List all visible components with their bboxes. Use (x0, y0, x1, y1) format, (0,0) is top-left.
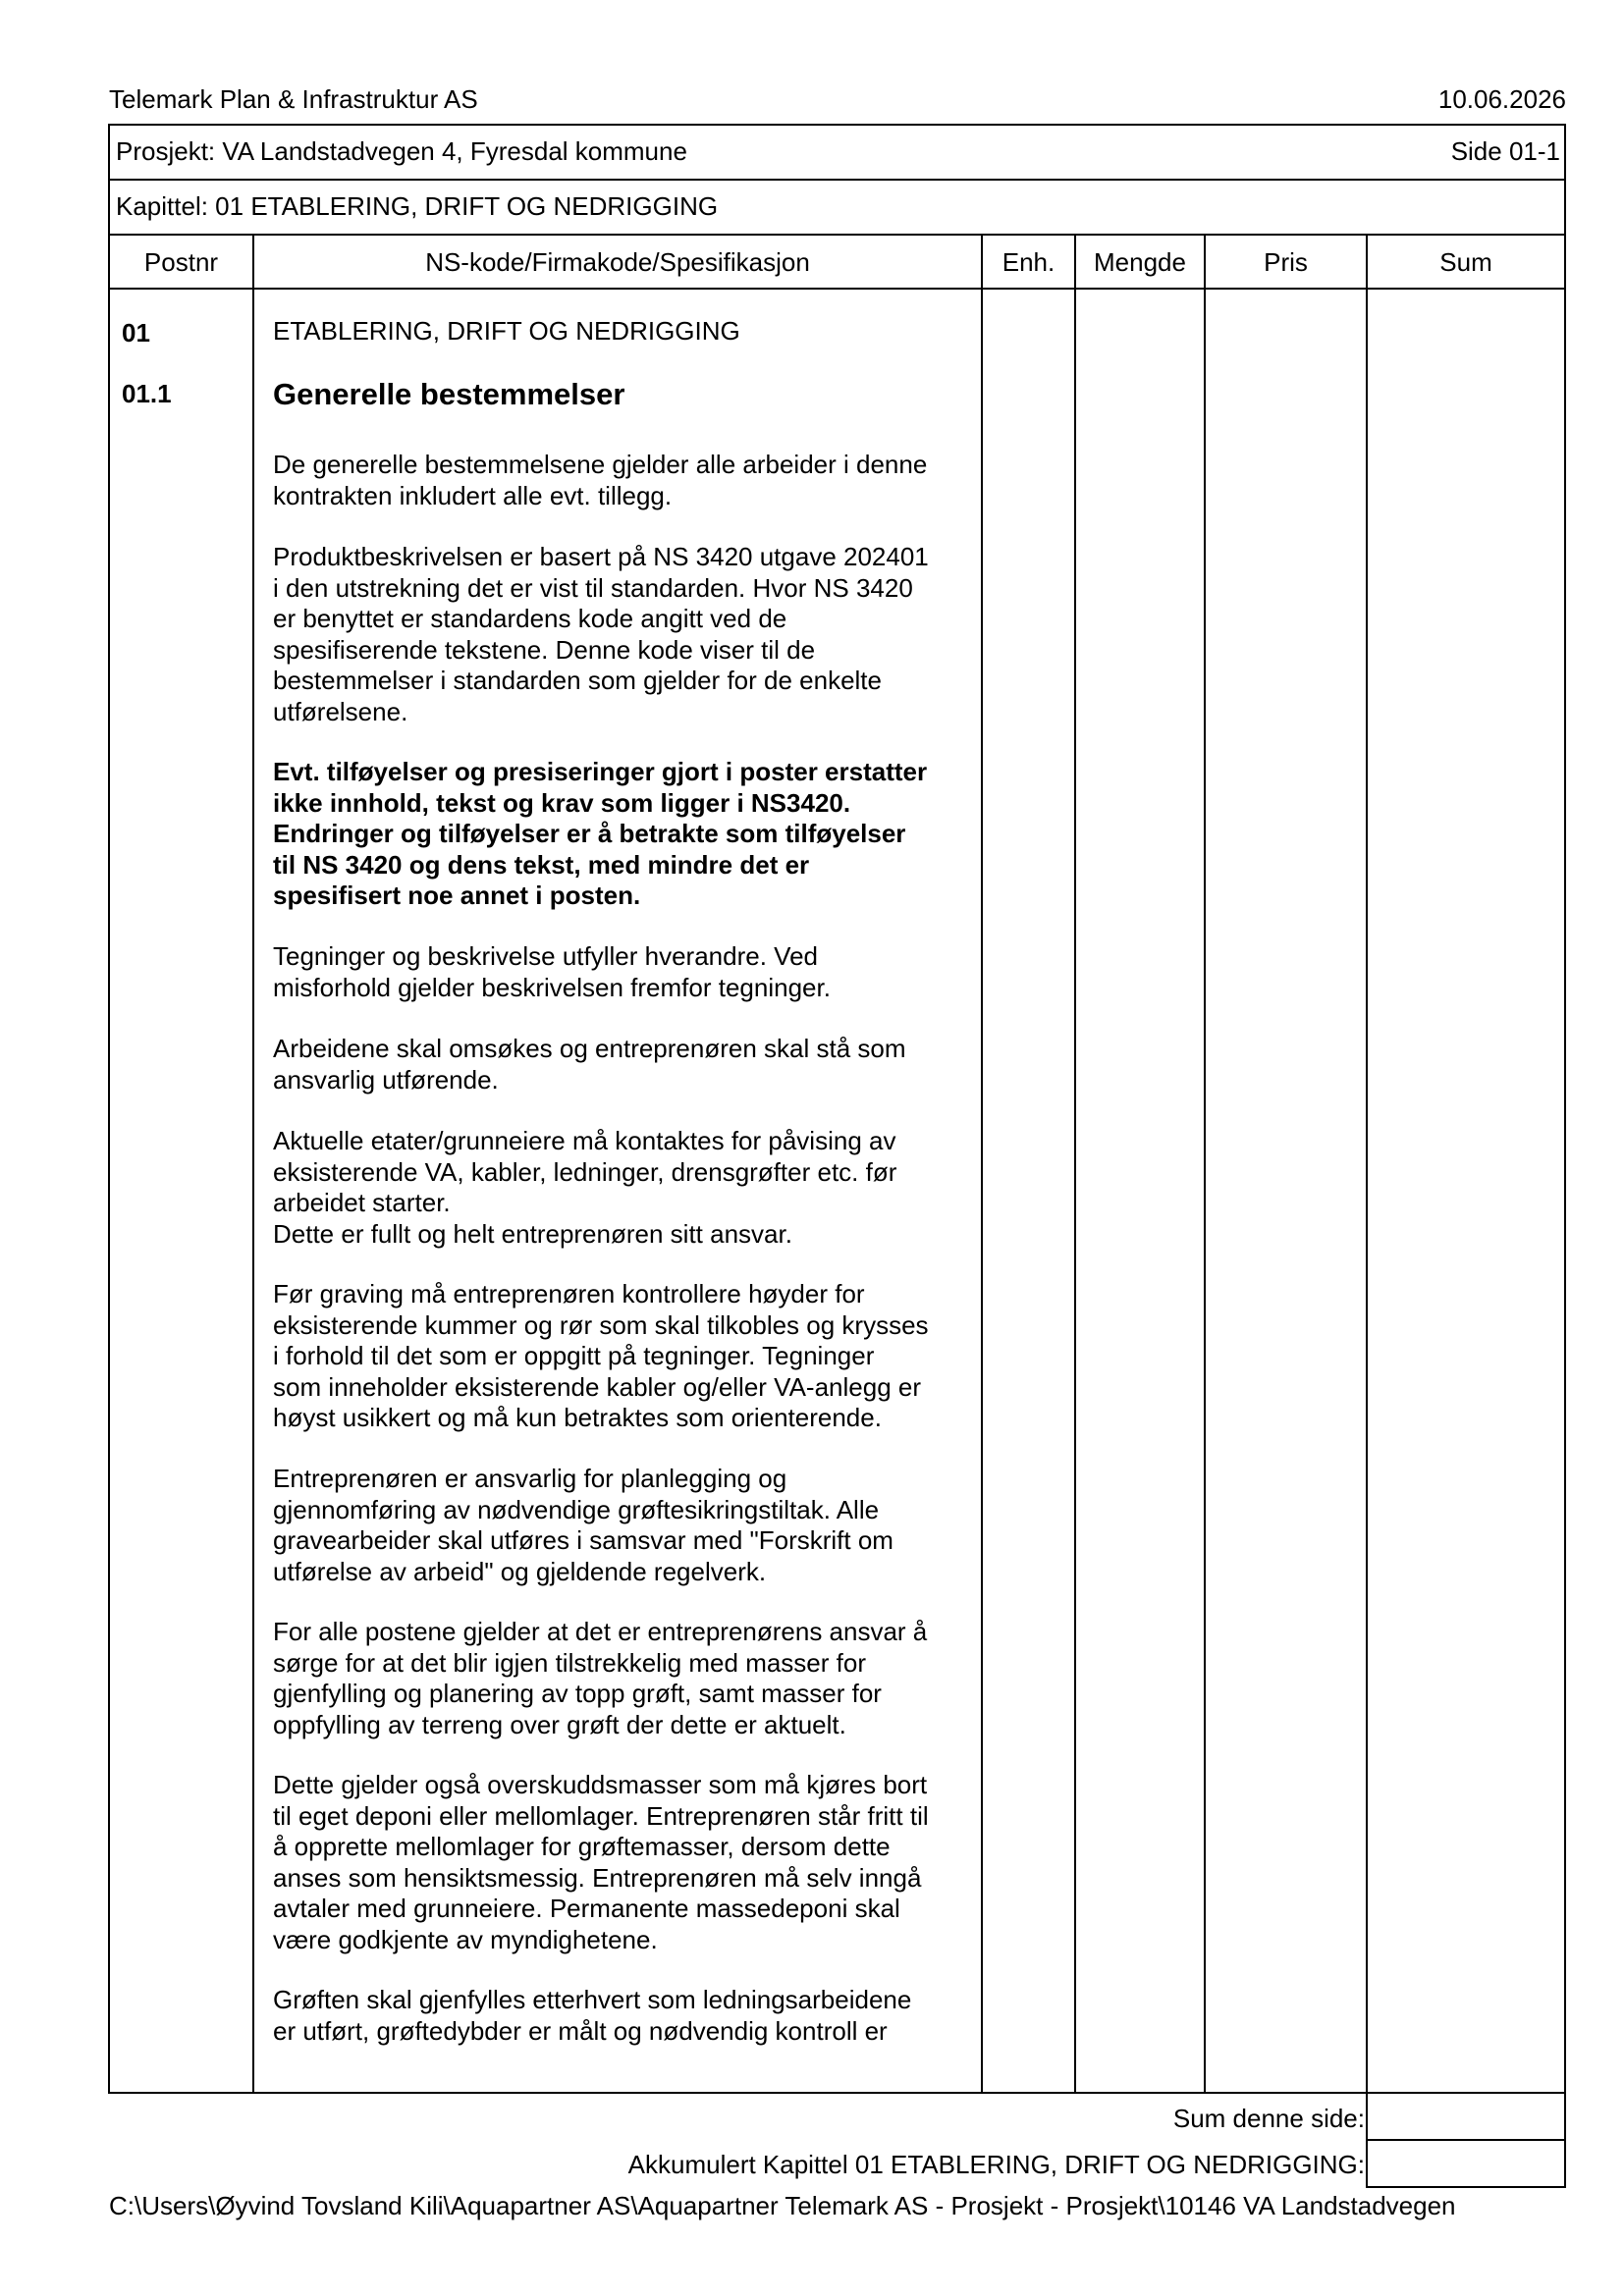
spec-paragraph: Arbeidene skal omsøkes og entreprenøren skal stå som ansvarlig utførende. (273, 1034, 906, 1095)
chapter-accumulated-label: Akkumulert Kapittel 01 ETABLERING, DRIFT OG NEDRIGGING: (627, 2150, 1365, 2179)
page-number: Side 01-1 (1450, 136, 1560, 166)
column-divider-unit (1074, 234, 1076, 2094)
table-header-divider (108, 288, 1566, 290)
column-header-sum: Sum (1439, 247, 1492, 277)
column-header-price: Pris (1264, 247, 1308, 277)
column-divider-price (1366, 234, 1368, 2094)
spec-paragraph: Før graving må entreprenøren kontrollere høyder for eksisterende kummer og rør som skal tilkobles og krysses i forhold til det som er oppgitt på tegninger. Tegninger som inneholder eksisterende kabler og/eller VA-anlegg er høyst usikkert og må kun betraktes som orienterende. (273, 1279, 929, 1432)
section-number: 01.1 (122, 379, 172, 408)
spec-paragraph: Dette gjelder også overskuddsmasser som må kjøres bort til eget deponi eller mellomlager. Entreprenøren står fritt til å opprette mellomlager for grøftemasser, dersom dette anses som hensiktsmessig. Entreprenøren må selv inngå avtaler med grunneiere. Permanente massedeponi skal være godkjente av myndighetene. (273, 1770, 929, 1954)
column-header-spec: NS-kode/Firmakode/Spesifikasjon (425, 247, 810, 277)
spec-paragraph-emphasis: Evt. tilføyelser og presiseringer gjort i poster erstatter ikke innhold, tekst og krav som ligger i NS3420. Endringer og tilføyelser er å betrakte som tilføyelser til NS 3420 og dens tekst, med mindre det er spesifisert noe annet i posten. (273, 757, 928, 910)
company-name: Telemark Plan & Infrastruktur AS (109, 84, 478, 114)
chapter-accumulated-value (1366, 2139, 1566, 2188)
column-header-quantity: Mengde (1094, 247, 1186, 277)
spec-paragraph: Aktuelle etater/grunneiere må kontaktes for påvising av eksisterende VA, kabler, ledninger, drensgrøfter etc. før arbeidet starter. Dette er fullt og helt entreprenøren sitt ansvar. (273, 1126, 897, 1249)
chapter-label: Kapittel: 01 ETABLERING, DRIFT OG NEDRIGGING (116, 191, 719, 221)
spec-paragraph: Entreprenøren er ansvarlig for planlegging og gjennomføring av nødvendige grøftesikringstiltak. Alle gravearbeider skal utføres i samsvar med "Forskrift om utførelse av arbeid" og gjeldende regelverk. (273, 1464, 893, 1586)
spec-paragraph: Produktbeskrivelsen er basert på NS 3420 utgave 202401 i den utstrekning det er vist til standarden. Hvor NS 3420 er benyttet er standardens kode angitt ved de spesifiserende tekstene. Denne kode viser til de bestemmelser i standarden som gjelder for de enkelte utførelsene. (273, 542, 929, 726)
page-sum-label: Sum denne side: (1172, 2104, 1365, 2133)
document-date: 10.06.2026 (1437, 84, 1566, 114)
column-header-postnr: Postnr (143, 247, 219, 277)
project-label: Prosjekt: VA Landstadvegen 4, Fyresdal kommune (116, 136, 687, 166)
section-title: Generelle bestemmelser (273, 377, 625, 411)
spec-paragraph: For alle postene gjelder at det er entreprenørens ansvar å sørge for at det blir igjen tilstrekkelig med masser for gjenfylling og planering av topp grøft, samt masser for oppfylling av terreng over grøft der dette er aktuelt. (273, 1617, 928, 1739)
chapter-title: ETABLERING, DRIFT OG NEDRIGGING (273, 316, 740, 346)
spec-paragraph: Tegninger og beskrivelse utfyller hverandre. Ved misforhold gjelder beskrivelsen fremfor tegninger. (273, 941, 831, 1002)
spec-paragraph: Grøften skal gjenfylles etterhvert som ledningsarbeidene er utført, grøftedybder er målt og nødvendig kontroll er (273, 1985, 912, 2046)
page-sum-value (1366, 2092, 1566, 2141)
file-path: C:\Users\Øyvind Tovsland Kili\Aquapartner AS\Aquapartner Telemark AS - Prosjekt - Prosjekt\10146 VA Landstadvegen (109, 2191, 1456, 2220)
column-header-unit: Enh. (1001, 247, 1056, 277)
column-divider-quantity (1204, 234, 1206, 2094)
column-divider-postnr (252, 234, 254, 2094)
spec-paragraph: De generelle bestemmelsene gjelder alle arbeider i denne kontrakten inkludert alle evt. tillegg. (273, 450, 928, 510)
chapter-number: 01 (122, 318, 150, 347)
